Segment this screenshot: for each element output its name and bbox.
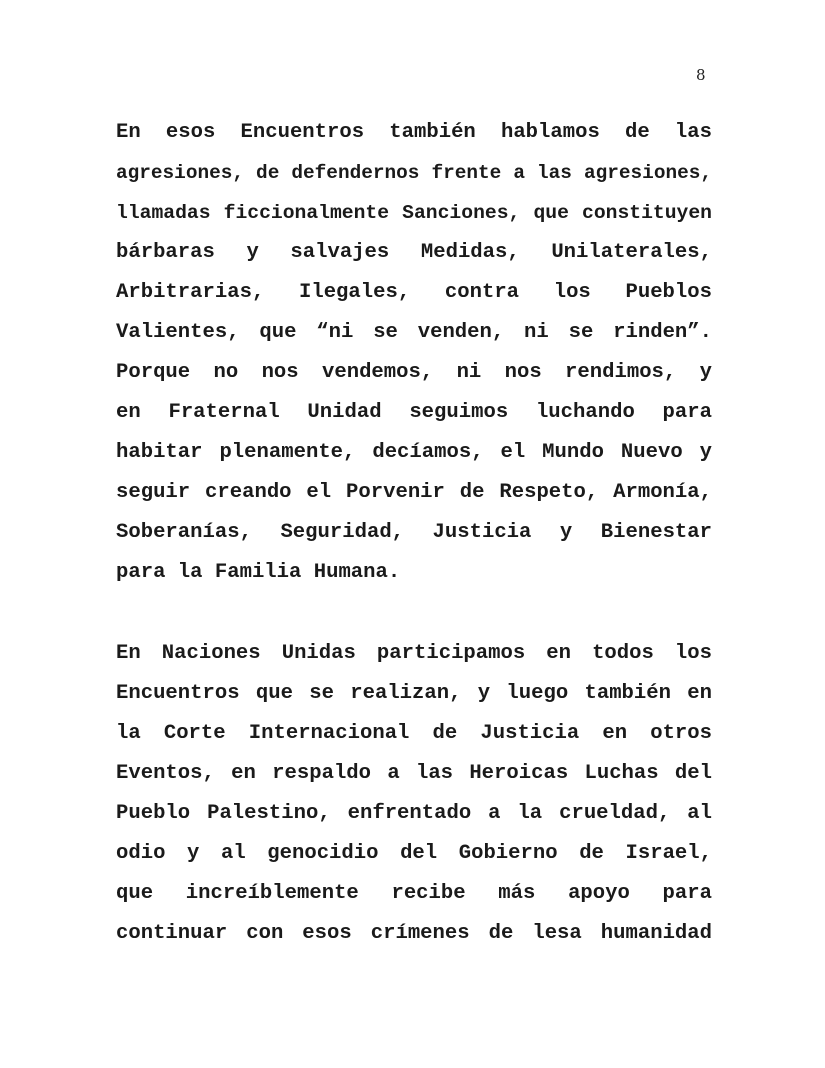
- text-line: seguir creando el Porvenir de Respeto, Armonía,: [116, 481, 712, 504]
- text-line: para la Familia Humana.: [116, 561, 401, 584]
- page-number: 8: [696, 66, 706, 84]
- text-line: Soberanías, Seguridad, Justicia y Bienestar: [116, 521, 712, 544]
- paragraph-1: [116, 113, 712, 593]
- text-line: Valientes, que “ni se venden, ni se rinden”.: [116, 321, 712, 344]
- text-line: bárbaras y salvajes Medidas, Unilaterales,: [116, 241, 712, 264]
- text-line: que increíblemente recibe más apoyo para: [116, 882, 712, 905]
- text-line: agresiones, de defendernos frente a las agresiones,: [116, 162, 712, 184]
- text-line: Arbitrarias, Ilegales, contra los Pueblos: [116, 281, 712, 304]
- text-line: Porque no nos vendemos, ni nos rendimos, y: [116, 361, 712, 384]
- text-line: la Corte Internacional de Justicia en otros: [116, 722, 712, 745]
- text-line: continuar con esos crímenes de lesa humanidad: [116, 922, 712, 945]
- text-line: En Naciones Unidas participamos en todos los: [116, 642, 712, 665]
- text-line: llamadas ficcionalmente Sanciones, que constituyen: [116, 202, 712, 224]
- text-line: En esos Encuentros también hablamos de las: [116, 121, 712, 144]
- text-line: Encuentros que se realizan, y luego también en: [116, 682, 712, 705]
- text-line: en Fraternal Unidad seguimos luchando para: [116, 401, 712, 424]
- text-line: Eventos, en respaldo a las Heroicas Luchas del: [116, 762, 712, 785]
- text-line: odio y al genocidio del Gobierno de Israel,: [116, 842, 712, 865]
- text-line: Pueblo Palestino, enfrentado a la crueldad, al: [116, 802, 712, 825]
- paragraph-2: [116, 634, 712, 954]
- text-line: habitar plenamente, decíamos, el Mundo Nuevo y: [116, 441, 712, 464]
